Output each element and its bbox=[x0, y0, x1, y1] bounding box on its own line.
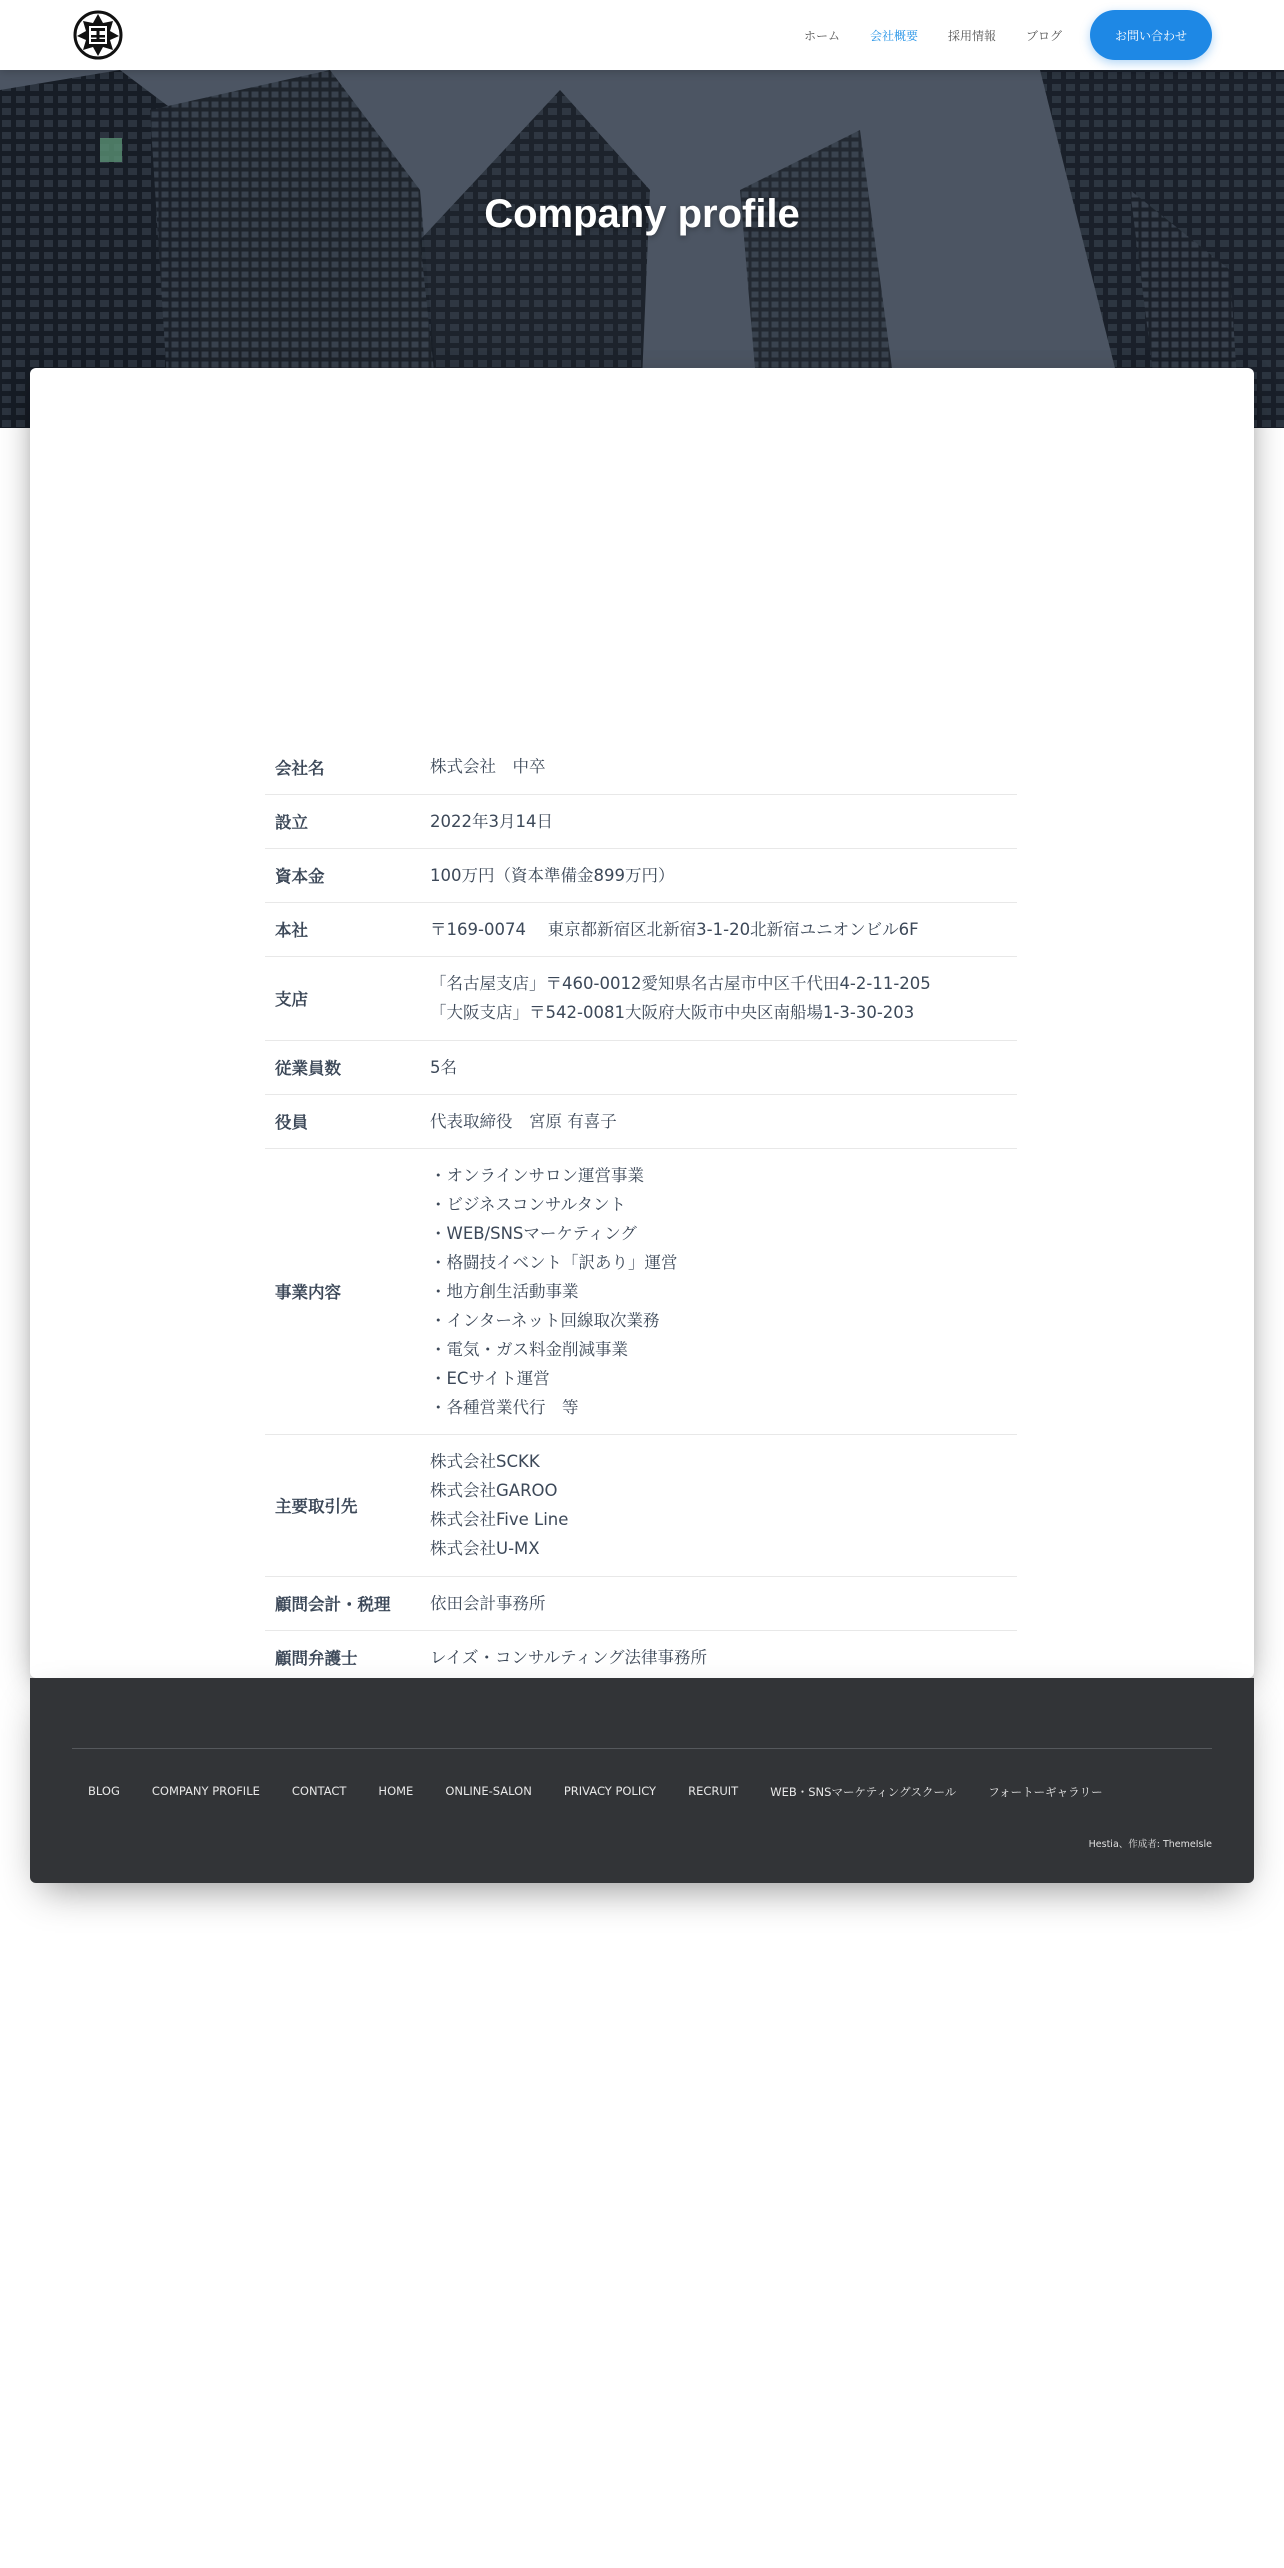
profile-value-line: 「大阪支店」〒542-0081大阪府大阪市中央区南船場1-3-30-203 bbox=[430, 1003, 915, 1022]
profile-row bbox=[265, 1148, 1017, 1434]
profile-row-label: 本社 bbox=[265, 902, 415, 956]
profile-value-line: ・格闘技イベント「訳あり」運営 bbox=[430, 1252, 678, 1272]
profile-row bbox=[265, 794, 1017, 848]
profile-value-line: ・WEB/SNSマーケティング bbox=[430, 1223, 637, 1243]
profile-row-label: 支店 bbox=[265, 956, 415, 1040]
profile-value-line: 5名 bbox=[430, 1057, 457, 1077]
profile-row-label: 主要取引先 bbox=[265, 1434, 415, 1576]
profile-row bbox=[265, 956, 1017, 1040]
company-logo[interactable] bbox=[72, 9, 124, 61]
main-nav bbox=[774, 0, 1212, 70]
footer-link[interactable]: PRIVACY POLICY bbox=[563, 1784, 657, 1798]
profile-row bbox=[265, 1630, 1017, 1678]
profile-row-value bbox=[415, 1576, 1017, 1630]
profile-row bbox=[265, 902, 1017, 956]
profile-value-line: ・インターネット回線取次業務 bbox=[430, 1310, 660, 1330]
company-profile-table bbox=[265, 740, 1017, 1678]
profile-value-line: 依田会計事務所 bbox=[430, 1593, 546, 1613]
profile-row-value bbox=[415, 902, 1017, 956]
footer-link[interactable]: フォートーギャラリー bbox=[988, 1785, 1103, 1799]
footer-link[interactable]: WEB・SNSマーケティングスクール bbox=[770, 1785, 957, 1799]
profile-value-line: 100万円（資本準備金899万円） bbox=[430, 865, 675, 885]
profile-row-label: 顧問弁護士 bbox=[275, 1649, 358, 1669]
site-footer bbox=[30, 1678, 1254, 1883]
profile-value-line: ・地方創生活動事業 bbox=[430, 1281, 579, 1301]
profile-row-label: 資本金 bbox=[265, 848, 415, 902]
main-content-card bbox=[30, 368, 1254, 1678]
profile-row-value bbox=[415, 1094, 1017, 1148]
profile-row-label: 設立 bbox=[265, 794, 415, 848]
page-title: Company profile bbox=[484, 192, 800, 236]
footer-link[interactable]: HOME bbox=[378, 1784, 414, 1798]
profile-value-line: ・ECサイト運営 bbox=[430, 1368, 550, 1388]
profile-row-value bbox=[415, 794, 1017, 848]
profile-row bbox=[265, 1576, 1017, 1630]
profile-value-line: 株式会社U-MX bbox=[430, 1539, 540, 1558]
footer-link[interactable]: BLOG bbox=[88, 1784, 120, 1798]
profile-row-value bbox=[415, 848, 1017, 902]
profile-value-line: 株式会社Five Line bbox=[430, 1510, 569, 1529]
profile-value-line: ・ビジネスコンサルタント bbox=[430, 1194, 627, 1214]
profile-row-label: 役員 bbox=[265, 1094, 415, 1148]
nav-blog[interactable]: ブログ bbox=[1025, 28, 1062, 43]
profile-value-line: 「名古屋支店」〒460-0012愛知県名古屋市中区千代田4-2-11-205 bbox=[430, 974, 931, 993]
profile-value-line: レイズ・コンサルティング法律事務所 bbox=[430, 1647, 708, 1667]
profile-value-line: 株式会社 中卒 bbox=[430, 757, 546, 777]
footer-credit: Hestia、作成者: ThemeIsle bbox=[1088, 1839, 1212, 1850]
profile-row-value bbox=[415, 1630, 1017, 1678]
top-navbar bbox=[0, 0, 1284, 70]
profile-value-line: 株式会社GAROO bbox=[430, 1481, 558, 1500]
footer-link[interactable]: CONTACT bbox=[291, 1784, 347, 1798]
profile-value-line: ・電気・ガス料金削減事業 bbox=[430, 1339, 628, 1359]
footer-link[interactable]: COMPANY PROFILE bbox=[151, 1784, 260, 1798]
nav-company-profile[interactable]: 会社概要 bbox=[869, 28, 918, 43]
nav-recruit[interactable]: 採用情報 bbox=[947, 28, 996, 43]
profile-row-value bbox=[415, 1434, 1017, 1576]
profile-row-value bbox=[415, 1040, 1017, 1094]
profile-row bbox=[265, 1040, 1017, 1094]
footer-nav bbox=[72, 1784, 1119, 1800]
profile-row-label: 従業員数 bbox=[265, 1040, 415, 1094]
footer-link[interactable]: ONLINE-SALON bbox=[445, 1784, 532, 1798]
profile-value-line: 2022年3月14日 bbox=[430, 811, 553, 831]
footer-divider bbox=[72, 1748, 1212, 1749]
profile-row-label: 顧問会計・税理 bbox=[265, 1576, 415, 1630]
profile-value-line: ・オンラインサロン運営事業 bbox=[430, 1165, 645, 1185]
profile-row-value bbox=[415, 1148, 1017, 1434]
profile-row bbox=[265, 1434, 1017, 1576]
profile-row bbox=[265, 848, 1017, 902]
contact-button[interactable]: お問い合わせ bbox=[1090, 10, 1212, 60]
profile-row-label: 事業内容 bbox=[265, 1148, 415, 1434]
profile-row bbox=[265, 740, 1017, 794]
profile-row-label: 会社名 bbox=[265, 740, 415, 794]
profile-value-line: ・各種営業代行 等 bbox=[430, 1397, 579, 1417]
profile-row-value bbox=[415, 956, 1017, 1040]
profile-value-line: 株式会社SCKK bbox=[430, 1452, 540, 1471]
profile-value-line: 〒169-0074 東京都新宿区北新宿3-1-20北新宿ユニオンビル6F bbox=[430, 919, 919, 939]
footer-link[interactable]: RECRUIT bbox=[688, 1784, 739, 1798]
profile-row-value bbox=[415, 740, 1017, 794]
nav-home[interactable]: ホーム bbox=[803, 28, 840, 43]
profile-value-line: 代表取締役 宮原 有喜子 bbox=[430, 1111, 617, 1131]
profile-row bbox=[265, 1094, 1017, 1148]
